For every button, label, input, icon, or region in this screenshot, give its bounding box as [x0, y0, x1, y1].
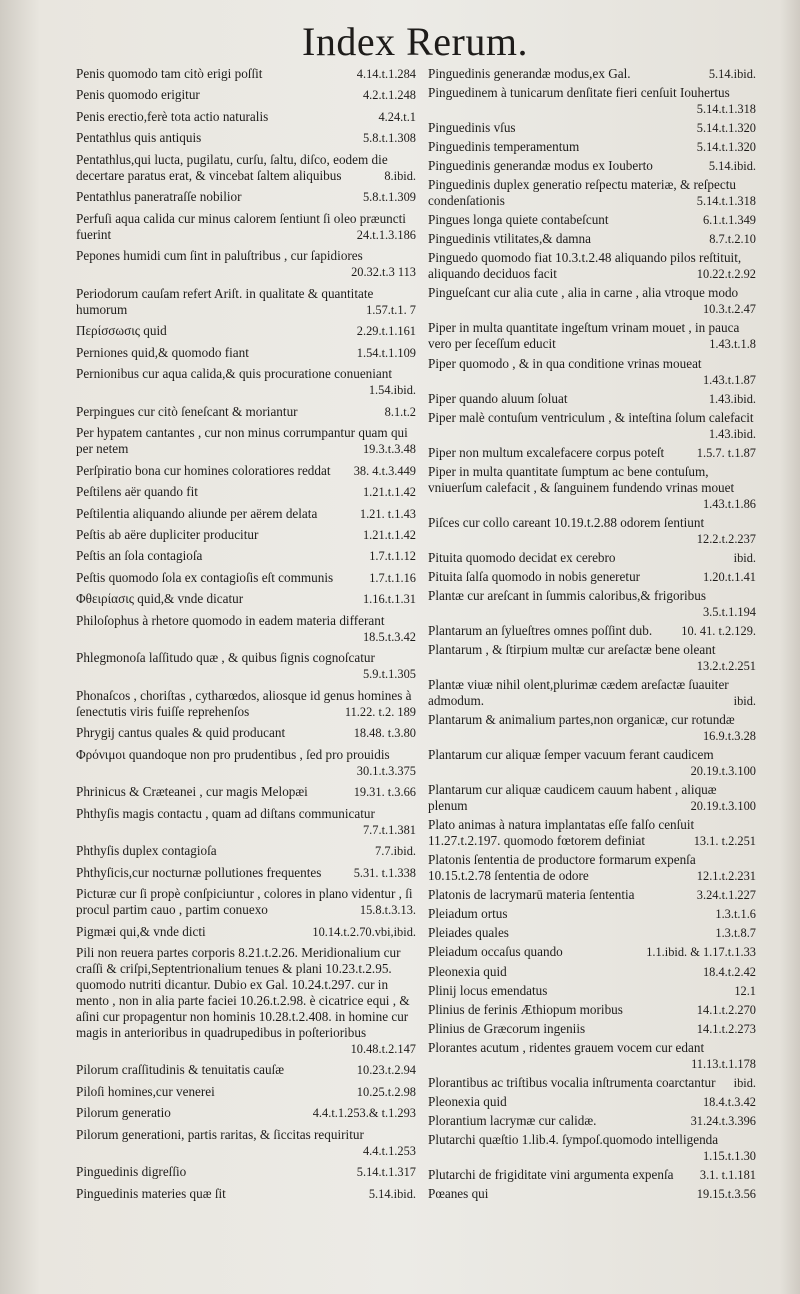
entry-reference: 1.5.7. t.1.87 — [696, 445, 756, 460]
index-entry — [76, 484, 416, 500]
entry-reference: 4.2.t.1.248 — [362, 88, 416, 103]
entry-text: Plantarum , & ſtirpium multæ cur areſactæ bene oleant — [428, 641, 716, 657]
entry-text: Phthyſicis,cur nocturnæ pollutiones frequentes — [76, 864, 322, 880]
entry-reference: 5.14.t.1.318 — [696, 102, 756, 117]
index-entry — [76, 404, 416, 420]
entry-reference: 7.7.t.1.381 — [362, 822, 416, 837]
entry-text: Plantæ cur areſcant in ſummis caloribus,& frigoribus — [428, 587, 706, 603]
entry-text: Pinguedinem à tunicarum denſitate fieri cenſuit Iouhertus — [428, 85, 730, 101]
entry-reference: 1.54.t.1.109 — [356, 345, 416, 360]
index-entry — [428, 852, 756, 884]
entry-reference: 12.2.t.2.237 — [696, 531, 756, 546]
entry-reference: 14.1.t.2.270 — [696, 1002, 756, 1017]
index-entry — [428, 177, 756, 209]
entry-reference: 16.9.t.3.28 — [702, 729, 756, 744]
index-entry — [428, 66, 756, 82]
entry-text: Peſtis an ſola contagioſa — [76, 548, 203, 564]
index-entry — [428, 1075, 756, 1091]
entry-text: Phthyſis magis contactu , quam ad diſtans communicatur — [76, 805, 375, 821]
entry-text: Plato animas à natura implantatas eſſe falſo cenſuit 11.27.t.2.197. quomodo fœtorem definiat — [428, 817, 695, 849]
index-entry — [76, 945, 416, 1057]
entry-reference: 1.43.ibid. — [708, 426, 756, 441]
index-entry — [428, 391, 756, 407]
index-entry — [76, 189, 416, 205]
index-entry — [428, 944, 756, 960]
index-entry — [76, 366, 416, 398]
entry-reference: 5.14.ibid. — [708, 159, 756, 174]
entry-text: Plutarchi de frigiditate vini argumenta expenſa — [428, 1166, 674, 1182]
index-entry — [76, 865, 416, 881]
entry-reference: 5.9.t.1.305 — [362, 667, 416, 682]
index-entry — [76, 66, 416, 82]
entry-text: Peſtilens aër quando fit — [76, 484, 198, 500]
entry-text: Phrygij cantus quales & quid producant — [76, 725, 286, 741]
entry-text: Pinguedinis digreſſio — [76, 1164, 187, 1180]
index-entry — [76, 506, 416, 522]
entry-reference: 15.8.t.3.13. — [359, 903, 416, 918]
index-entry — [76, 286, 416, 318]
entry-reference: 3.24.t.1.227 — [696, 888, 756, 903]
index-entry — [428, 642, 756, 674]
index-entry — [428, 569, 756, 585]
entry-text: Pingueſcant cur alia cute , alia in carne , alia vtroque modo — [428, 285, 739, 301]
entry-text: Piſces cur collo careant 10.19.t.2.88 odorem ſentiunt — [428, 514, 705, 530]
index-entry — [428, 983, 756, 999]
entry-text: Penis quomodo erigitur — [76, 87, 200, 103]
entry-reference: 4.24.t.1 — [378, 109, 416, 124]
index-entry — [428, 445, 756, 461]
entry-reference: 10.22.t.2.92 — [696, 267, 756, 282]
entry-text: Περίσσωσις quid — [76, 323, 167, 339]
index-entry — [428, 120, 756, 136]
index-entry — [428, 887, 756, 903]
entry-text: Periodorum cauſam refert Ariſt. in qualitate & quantitate humorum — [76, 285, 374, 317]
index-entry — [76, 613, 416, 645]
index-entry — [428, 464, 756, 512]
entry-text: Penis erectio,ferè tota actio naturalis — [76, 108, 269, 124]
index-entry — [76, 152, 416, 184]
entry-text: Pinguedinis temperamentum — [428, 139, 580, 155]
entry-text: Per hypatem cantantes , cur non minus corrumpantur quam qui per netem — [76, 425, 408, 457]
entry-text: Pinguedinis vtilitates,& damna — [428, 231, 591, 247]
entry-reference: 1.7.t.1.16 — [369, 570, 416, 585]
page-title: Index Rerum. — [302, 19, 528, 64]
entry-reference: 10.25.t.2.98 — [356, 1084, 416, 1099]
index-entry — [76, 1105, 416, 1121]
entry-reference: 1.43.t.1.86 — [702, 496, 756, 511]
entry-text: Piper quando aluum ſoluat — [428, 390, 568, 406]
entry-reference: 1.7.t.1.12 — [369, 549, 416, 564]
entry-text: Platonis de lacrymarū materia ſententia — [428, 887, 635, 903]
index-entry — [76, 211, 416, 243]
index-entry — [428, 712, 756, 744]
entry-text: Pœanes qui — [428, 1185, 489, 1201]
index-entry — [428, 782, 756, 814]
index-entry — [76, 725, 416, 741]
entry-text: Picturæ cur ſi propè conſpiciuntur , colores in plano videntur , ſi procul partim cauo , partim conuexo — [76, 886, 413, 918]
entry-reference: 8.ibid. — [384, 168, 416, 183]
entry-text: Plorantes acutum , ridentes grauem vocem cur edant — [428, 1039, 705, 1055]
entry-text: Piloſi homines,cur venerei — [76, 1083, 215, 1099]
entry-reference: 18.4.t.3.42 — [702, 1094, 756, 1109]
index-entry — [76, 591, 416, 607]
entry-reference: 12.1.t.2.231 — [696, 869, 756, 884]
entry-text: Perfuſi aqua calida cur minus calorem ſentiunt ſi oleo præuncti fuerint — [76, 210, 406, 242]
index-entry — [428, 1186, 756, 1202]
entry-reference: 24.t.1.3.186 — [356, 227, 416, 242]
entry-text: Pentathlus quis antiquis — [76, 130, 202, 146]
entry-reference: 12.1 — [734, 983, 756, 998]
index-entry — [76, 747, 416, 779]
entry-reference: 5.8.t.1.308 — [362, 131, 416, 146]
entry-text: Pleiades quales — [428, 925, 509, 941]
entry-reference: 18.4.t.2.42 — [702, 964, 756, 979]
entry-reference: 6.1.t.1.349 — [702, 213, 756, 228]
entry-reference: 20.32.t.3 113 — [351, 265, 416, 280]
index-entry — [428, 212, 756, 228]
entry-text: Pleiadum occaſus quando — [428, 944, 563, 960]
index-entry — [428, 550, 756, 566]
entry-text: Plorantibus ac triſtibus vocalia inſtrumenta coarctantur — [428, 1074, 716, 1090]
entry-text: Piper non multum excalefacere corpus poteſt — [428, 444, 665, 460]
index-entry — [428, 285, 756, 317]
index-entry — [76, 248, 416, 280]
index-entry — [428, 1002, 756, 1018]
entry-reference: 13.1. t.2.251 — [693, 834, 756, 849]
entry-reference: 11.22. t.2. 189 — [344, 704, 416, 719]
entry-text: Piper malè contuſum ventriculum , & inteſtina ſolum calefacit — [428, 409, 754, 425]
entry-reference: 4.14.t.1.284 — [356, 67, 416, 81]
entry-text: Pinguedinis generandæ modus ex Iouberto — [428, 158, 653, 174]
entry-text: Plantæ viuæ nihil olent,plurimæ cædem areſactæ ſuauiter admodum. — [428, 677, 729, 709]
index-entry — [76, 570, 416, 586]
index-entry — [76, 1186, 416, 1202]
index-entry — [76, 843, 416, 859]
entry-reference: 1.16.t.1.31 — [362, 592, 416, 607]
entry-text: Plantarum & animalium partes,non organicæ, cur rotundæ — [428, 712, 735, 728]
entry-text: Pinguedinis generandæ modus,ex Gal. — [428, 66, 631, 81]
index-entry — [428, 410, 756, 442]
entry-reference: 19.31. t.3.66 — [353, 785, 416, 800]
entry-text: Pleonexia quid — [428, 963, 507, 979]
entry-reference: 5.14.t.1.320 — [696, 140, 756, 155]
index-entry — [428, 588, 756, 620]
index-entry — [428, 139, 756, 155]
entry-reference: 10. 41. t.2.129. — [681, 623, 756, 638]
index-entry — [428, 925, 756, 941]
right-index-column — [428, 66, 756, 1202]
entry-text: Pilorum generationi, partis raritas, & ſiccitas requiritur — [76, 1126, 364, 1142]
index-entry — [76, 527, 416, 543]
index-entry — [428, 1094, 756, 1110]
entry-text: Φθειρίασις quid,& vnde dicatur — [76, 591, 244, 607]
entry-text: Phthyſis duplex contagioſa — [76, 843, 217, 859]
entry-reference: 1.43.ibid. — [708, 391, 756, 406]
entry-text: Pigmæi qui,& vnde dicti — [76, 923, 206, 939]
entry-reference: 8.1.t.2 — [384, 404, 416, 419]
index-entry — [428, 623, 756, 639]
entry-reference: 1.21.t.1.42 — [362, 485, 416, 500]
entry-text: Plutarchi quæſtio 1.lib.4. ſympoſ.quomodo intelligenda — [428, 1131, 719, 1147]
entry-reference: 10.14.t.2.70.vbi,ibid. — [312, 924, 416, 939]
entry-text: Piper in multa quantitate ſumptum ac bene contuſum, vniuerſum calefacit , & ſanguinem fundendo vrinas mouet — [428, 463, 735, 495]
entry-text: Peſtis ab aëre dupliciter producitur — [76, 526, 259, 542]
index-entry — [76, 109, 416, 125]
index-entry — [76, 87, 416, 103]
entry-text: Piper in multa quantitate ingeſtum vrinam mouet , in pauca vero per ſeceſſum educit — [428, 320, 740, 352]
entry-text: Plantarum cur aliquæ caudicem cauum habent , aliquæ plenum — [428, 782, 717, 814]
entry-reference: 1.3.t.1.6 — [715, 907, 756, 922]
entry-reference: 10.3.t.2.47 — [702, 302, 756, 317]
entry-text: Peſtilentia aliquando aliunde per aërem delata — [76, 505, 318, 521]
index-entry — [428, 320, 756, 352]
entry-text: Pepones humidi cum ſint in paluſtribus , cur ſapidiores — [76, 248, 363, 264]
entry-text: Perpingues cur citò ſeneſcant & moriantur — [76, 403, 298, 419]
entry-reference: 1.15.t.1.30 — [702, 1148, 756, 1163]
entry-reference: 18.5.t.3.42 — [362, 629, 416, 644]
entry-reference: 4.4.t.1.253.& t.1.293 — [312, 1106, 416, 1121]
entry-reference: 1.43.t.1.87 — [702, 372, 756, 387]
entry-text: Pilorum craſſitudinis & tenuitatis cauſæ — [76, 1062, 285, 1078]
entry-text: Phrinicus & Cræteanei , cur magis Melopæi — [76, 784, 308, 800]
entry-text: Phonaſcos , choriſtas , cytharœdos, aliosque id genus homines à ſenectutis viris fuiſſe reprehenſos — [76, 687, 412, 719]
entry-reference: 20.19.t.3.100 — [690, 764, 756, 779]
index-entry — [428, 1021, 756, 1037]
entry-text: Philoſophus à rhetore quomodo in eadem materia differant — [76, 612, 385, 628]
entry-text: Pituita ſalſa quomodo in nobis generetur — [428, 568, 641, 584]
entry-text: Perſpiratio bona cur homines coloratiores reddat — [76, 462, 331, 478]
entry-text: Pili non reuera partes corporis 8.21.t.2.26. Meridionalium cur craſſi & criſpi,Septentrionalium tenues & plani 10.23.t.2.95. quomodo nutriti dicantur. Dubio ex Gal. 10.24.t.297. cur in mento , non in alia parte faciei 10.26.t.2.98. è cicatrice equi , & aſini cur propagentur non hominis 10.28.t.2.408. in homine cur magis in anterioribus in quadrupedibus in poſterioribus — [76, 945, 410, 1040]
index-entry — [76, 130, 416, 146]
entry-text: Perniones quid,& quomodo fiant — [76, 344, 249, 360]
entry-reference: 10.48.t.2.147 — [350, 1042, 416, 1056]
entry-reference: 1.43.t.1.8 — [709, 337, 756, 352]
entry-text: Pinguedinis duplex generatio reſpectu materiæ, & reſpectu condenſationis — [428, 177, 736, 209]
left-index-column — [76, 66, 416, 1202]
entry-reference: 1.54.ibid. — [368, 383, 416, 398]
entry-reference: 10.23.t.2.94 — [356, 1063, 416, 1078]
index-entry — [428, 964, 756, 980]
index-entry — [76, 886, 416, 918]
entry-reference: 20.19.t.3.100 — [690, 799, 756, 814]
entry-reference: 8.7.t.2.10 — [709, 232, 756, 247]
entry-text: Pleonexia quid — [428, 1093, 507, 1109]
index-entry — [76, 548, 416, 564]
entry-text: Pinguedinis materies quæ ſit — [76, 1185, 226, 1201]
index-entry — [428, 1167, 756, 1183]
entry-text: Penis quomodo tam citò erigi poſſit — [76, 66, 263, 81]
entry-reference: 30.1.t.3.375 — [356, 763, 416, 778]
index-entry — [76, 924, 416, 940]
index-entry — [428, 158, 756, 174]
entry-reference: ibid. — [733, 694, 756, 709]
entry-text: Plantarum an ſylueſtres omnes poſſint dub. — [428, 622, 653, 638]
entry-reference: 19.3.t.3.48 — [362, 442, 416, 457]
entry-reference: 1.20.t.1.41 — [702, 569, 756, 584]
entry-reference: 19.15.t.3.56 — [696, 1186, 756, 1201]
entry-text: Pentathlus paneratraſſe nobilior — [76, 189, 242, 205]
entry-reference: 5.14.t.1.318 — [696, 194, 756, 209]
index-entry — [428, 515, 756, 547]
entry-text: Plinij locus emendatus — [428, 982, 548, 998]
entry-text: Pernionibus cur aqua calida,& quis procuratione conueniant — [76, 366, 393, 382]
index-entry — [428, 906, 756, 922]
entry-reference: 18.48. t.3.80 — [353, 726, 416, 741]
index-entry — [76, 1127, 416, 1159]
entry-text: Pinguedo quomodo fiat 10.3.t.2.48 aliquando pilos reſtituit, aliquando deciduos facit — [428, 250, 742, 282]
entry-reference: 5.31. t.1.338 — [353, 865, 416, 880]
index-entry — [428, 356, 756, 388]
entry-reference: 5.14.t.1.320 — [696, 121, 756, 136]
entry-reference: 31.24.t.3.396 — [690, 1113, 756, 1128]
index-entry — [76, 425, 416, 457]
entry-reference: 5.8.t.1.309 — [362, 190, 416, 205]
entry-text: Pituita quomodo decidat ex cerebro — [428, 549, 616, 565]
index-entry — [76, 1084, 416, 1100]
entry-text: Phlegmonoſa laſſitudo quæ , & quibus ſignis cognoſcatur — [76, 650, 375, 666]
index-entry — [428, 747, 756, 779]
entry-reference: 5.14.t.1.317 — [356, 1165, 416, 1180]
index-entry — [76, 784, 416, 800]
index-entry — [428, 1113, 756, 1129]
entry-reference: 3.1. t.1.181 — [699, 1167, 756, 1182]
index-entry — [76, 688, 416, 720]
index-entry — [428, 1040, 756, 1072]
entry-text: Φρόνιμοι quandoque non pro prudentibus , ſed pro prouidis — [76, 746, 390, 762]
entry-text: Plorantium lacrymæ cur calidæ. — [428, 1112, 597, 1128]
entry-text: Pleiadum ortus — [428, 906, 508, 922]
index-entry — [428, 250, 756, 282]
entry-reference: 1.21. t.1.43 — [359, 506, 416, 521]
entry-reference: 4.4.t.1.253 — [362, 1143, 416, 1158]
index-entry — [428, 817, 756, 849]
entry-reference: 1.1.ibid. & 1.17.t.1.33 — [646, 945, 756, 960]
entry-reference: 13.2.t.2.251 — [696, 658, 756, 673]
entry-text: Piper quomodo , & in qua conditione vrinas moueat — [428, 355, 702, 371]
index-entry — [428, 1132, 756, 1164]
entry-reference: 1.57.t.1. 7 — [366, 302, 416, 317]
entry-text: Plantarum cur aliquæ ſemper vacuum ferant caudicem — [428, 747, 714, 763]
entry-text: Plinius de ferinis Æthiopum moribus — [428, 1001, 623, 1017]
entry-text: Pentathlus,qui lucta, pugilatu, curſu, ſaltu, diſco, eodem die decertare paratus erat, & vincebat ſaltem aliquibus — [76, 151, 388, 183]
entry-text: Peſtis quomodo ſola ex contagioſis eſt communis — [76, 569, 334, 585]
entry-reference: 5.14.ibid. — [368, 1186, 416, 1201]
index-entry — [76, 463, 416, 479]
index-entry — [76, 323, 416, 339]
index-entry — [76, 650, 416, 682]
entry-reference: 14.1.t.2.273 — [696, 1021, 756, 1036]
index-entry — [76, 1062, 416, 1078]
entry-reference: 7.7.ibid. — [375, 844, 416, 859]
index-entry — [428, 677, 756, 709]
entry-reference: ibid. — [733, 550, 756, 565]
entry-reference: 2.29.t.1.161 — [356, 324, 416, 339]
index-entry — [76, 345, 416, 361]
entry-reference: ibid. — [733, 1075, 756, 1090]
entry-reference: 1.21.t.1.42 — [362, 527, 416, 542]
index-entry — [76, 806, 416, 838]
entry-reference: 38. 4.t.3.449 — [353, 463, 416, 478]
entry-text: Plinius de Græcorum ingeniis — [428, 1020, 586, 1036]
index-entry — [428, 231, 756, 247]
entry-text: Pilorum generatio — [76, 1105, 171, 1121]
index-entry — [76, 1164, 416, 1180]
entry-reference: 5.14.ibid. — [708, 67, 756, 81]
entry-reference: 11.13.t.1.178 — [691, 1056, 756, 1071]
entry-text: Pinguedinis vſus — [428, 120, 516, 136]
entry-reference: 3.5.t.1.194 — [702, 604, 756, 619]
entry-text: Pingues longa quiete contabeſcunt — [428, 212, 609, 228]
index-entry — [428, 85, 756, 117]
entry-reference: 1.3.t.8.7 — [715, 926, 756, 941]
entry-text: Platonis ſententia de productore formarum expenſa 10.15.t.2.78 ſententia de odore — [428, 852, 696, 884]
